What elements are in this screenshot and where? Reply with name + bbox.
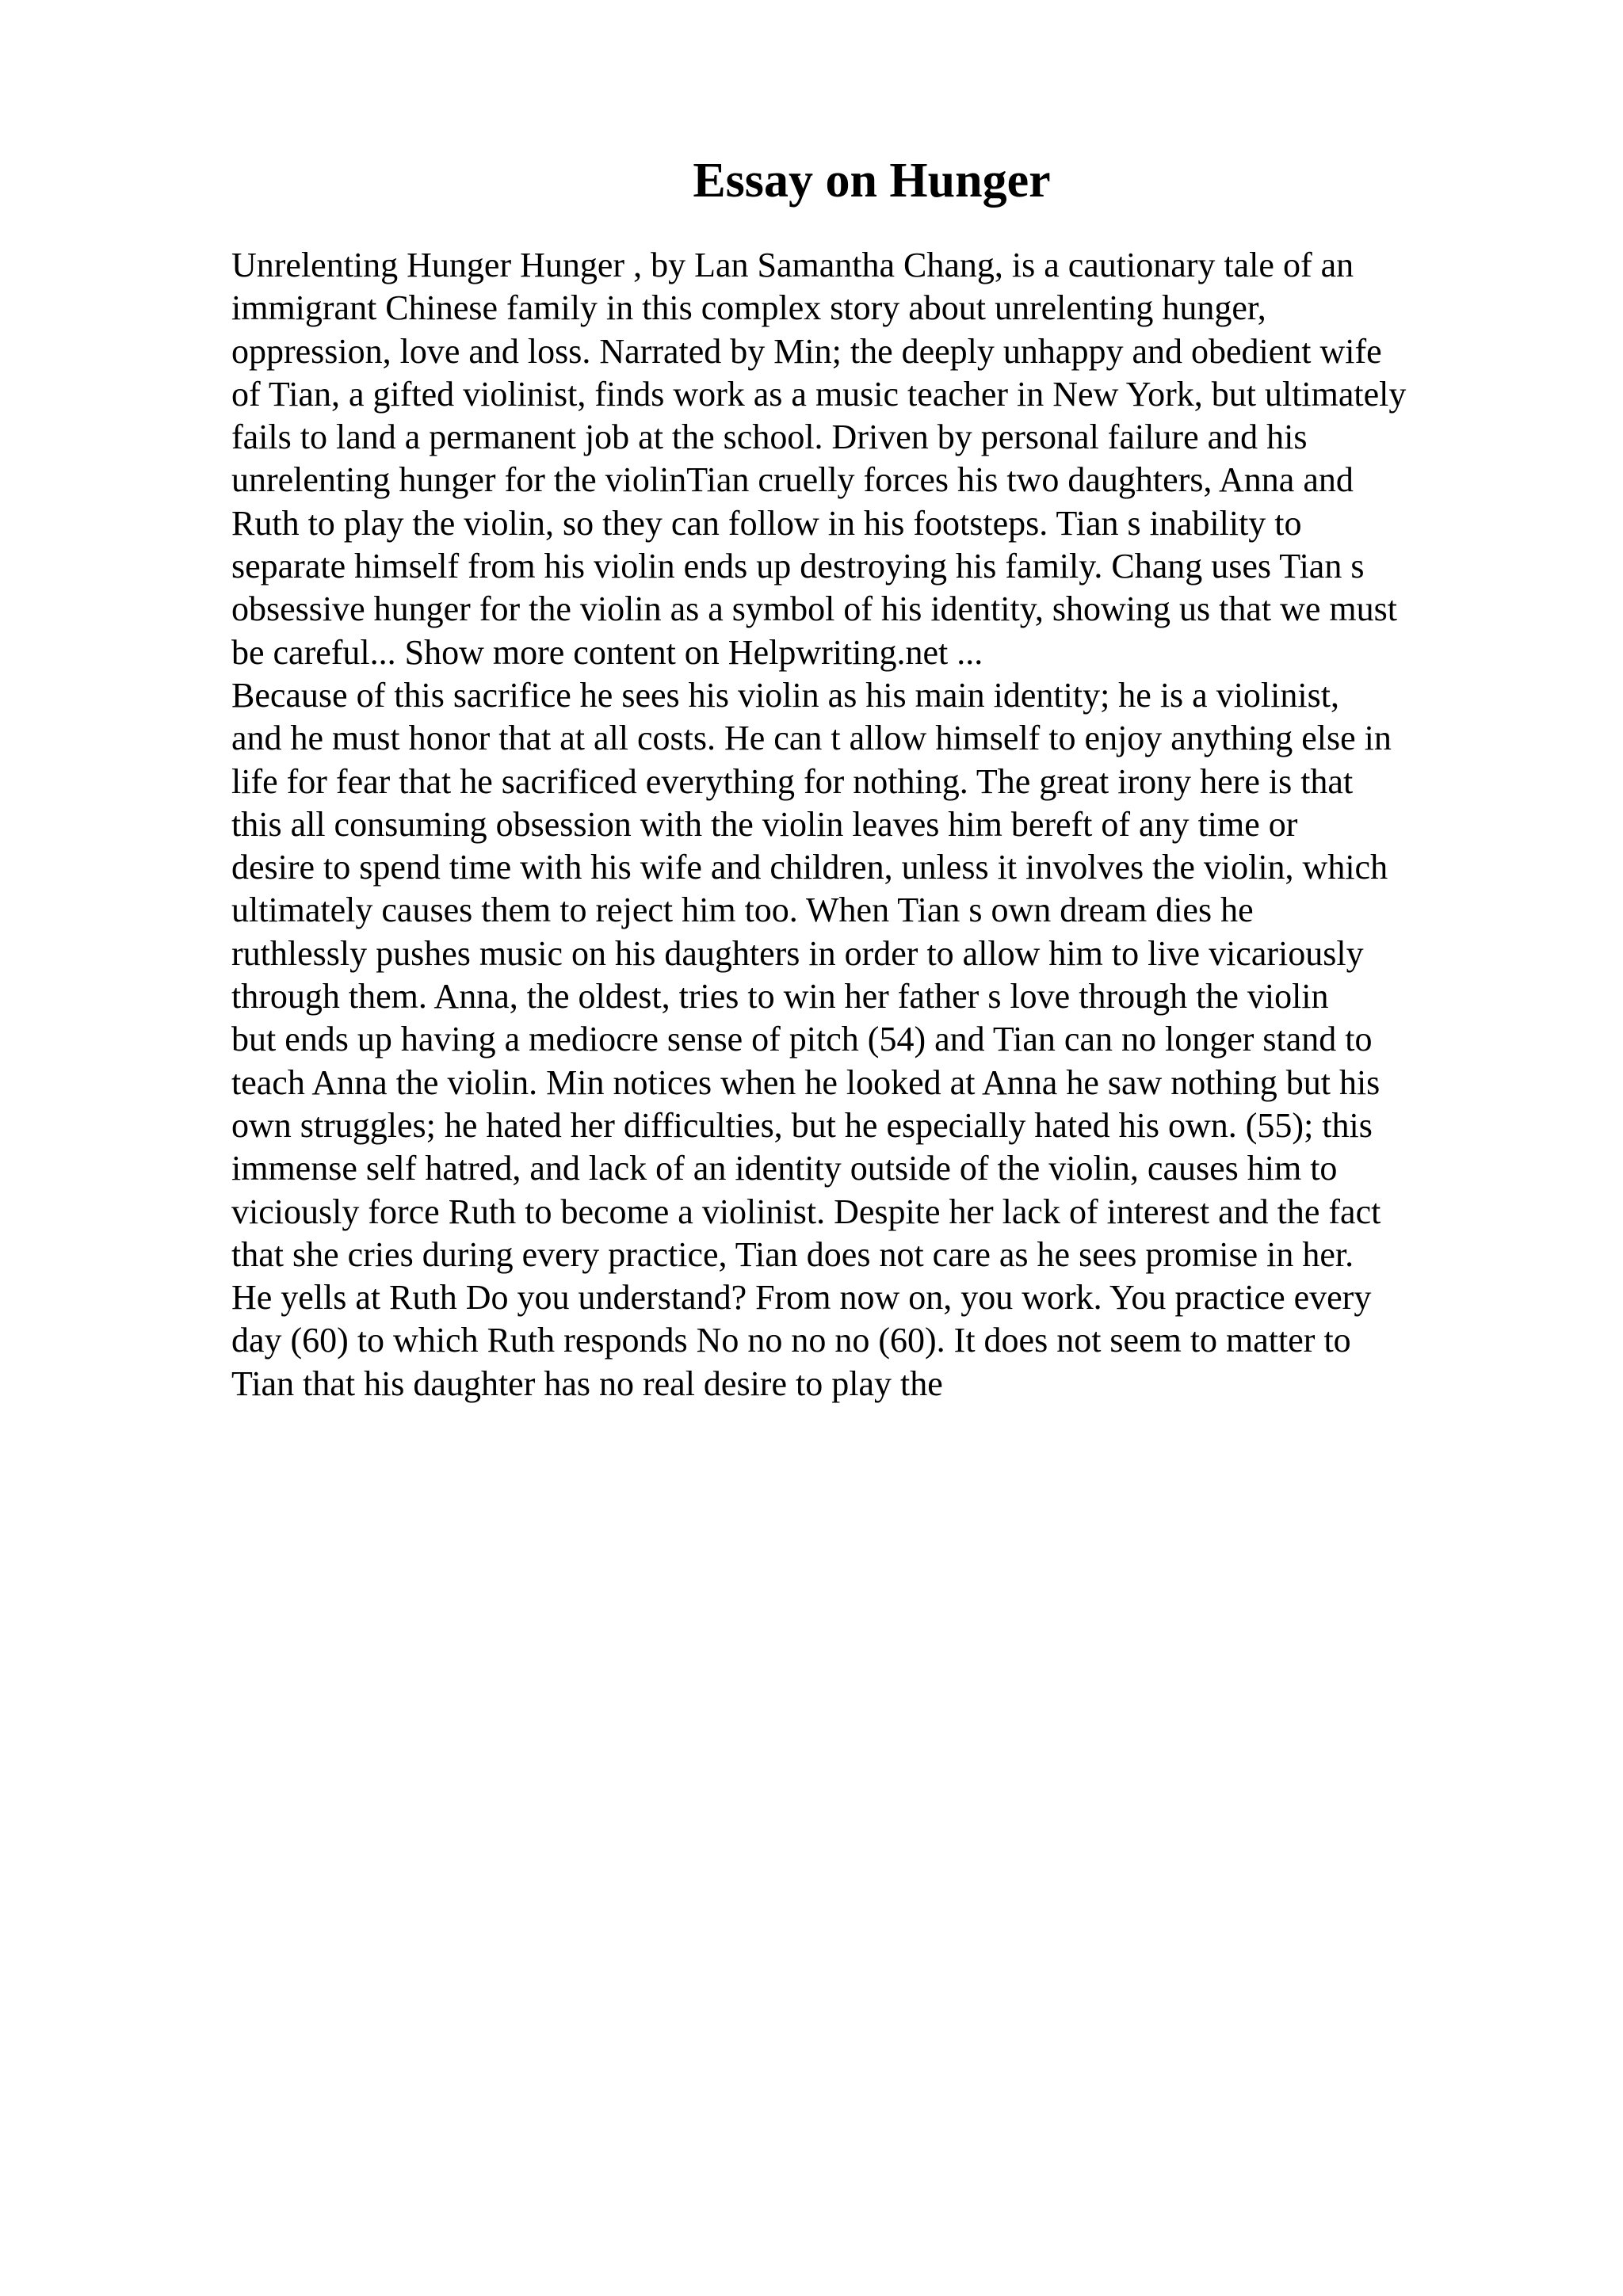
text-line: immense self hatred, and lack of an identity outside of the violin, causes him to [231, 1149, 1338, 1188]
text-line: separate himself from his violin ends up destroying his family. Chang uses Tian s [231, 547, 1365, 586]
text-line: fails to land a permanent job at the school. Driven by personal failure and his [231, 418, 1308, 457]
text-line: oppression, love and loss. Narrated by Min; the deeply unhappy and obedient wife [231, 331, 1382, 371]
text-line: day (60) to which Ruth responds No no no no (60). It does not seem to matter to [231, 1321, 1351, 1360]
text-line: viciously force Ruth to become a violinist. Despite her lack of interest and the fact [231, 1192, 1381, 1231]
text-line: own struggles; he hated her difficulties, but he especially hated his own. (55); this [231, 1105, 1373, 1145]
text-line: immigrant Chinese family in this complex story about unrelenting hunger, [231, 288, 1266, 328]
text-line: unrelenting hunger for the violinTian cruelly forces his two daughters, Anna and [231, 460, 1354, 500]
text-line: this all consuming obsession with the violin leaves him bereft of any time or [231, 804, 1298, 844]
text-line: Unrelenting Hunger Hunger , by Lan Samantha Chang, is a cautionary tale of an [231, 246, 1354, 284]
document-title: Essay on Hunger [693, 154, 1051, 208]
text-line: ruthlessly pushes music on his daughters in order to allow him to live vicariously [231, 933, 1364, 973]
text-line: desire to spend time with his wife and children, unless it involves the violin, which [231, 848, 1388, 887]
text-line: through them. Anna, the oldest, tries to win her father s love through the violin [231, 977, 1329, 1016]
text-line: He yells at Ruth Do you understand? From now on, you work. You practice every [231, 1278, 1372, 1318]
text-line: but ends up having a mediocre sense of pitch (54) and Tian can no longer stand to [231, 1020, 1373, 1059]
text-line: obsessive hunger for the violin as a symbol of his identity, showing us that we must [231, 589, 1397, 629]
text-line: life for fear that he sacrificed everything for nothing. The great irony here is that [231, 761, 1354, 801]
text-line-helpwriting-link: be careful... Show more content on Helpwriting.net ... [231, 632, 983, 672]
text-line: Ruth to play the violin, so they can follow in his footsteps. Tian s inability to [231, 503, 1302, 543]
essay-body [231, 244, 1499, 1405]
text-line: Tian that his daughter has no real desire to play the [231, 1363, 943, 1403]
text-line: Because of this sacrifice he sees his violin as his main identity; he is a violinist, [231, 675, 1339, 715]
text-line: ultimately causes them to reject him too. When Tian s own dream dies he [231, 891, 1254, 930]
text-line: and he must honor that at all costs. He can t allow himself to enjoy anything else in [231, 719, 1392, 758]
text-line: that she cries during every practice, Tian does not care as he sees promise in her. [231, 1234, 1354, 1274]
text-line: of Tian, a gifted violinist, finds work as a music teacher in New York, but ultimately [231, 374, 1407, 414]
text-line: teach Anna the violin. Min notices when he looked at Anna he saw nothing but his [231, 1062, 1381, 1102]
